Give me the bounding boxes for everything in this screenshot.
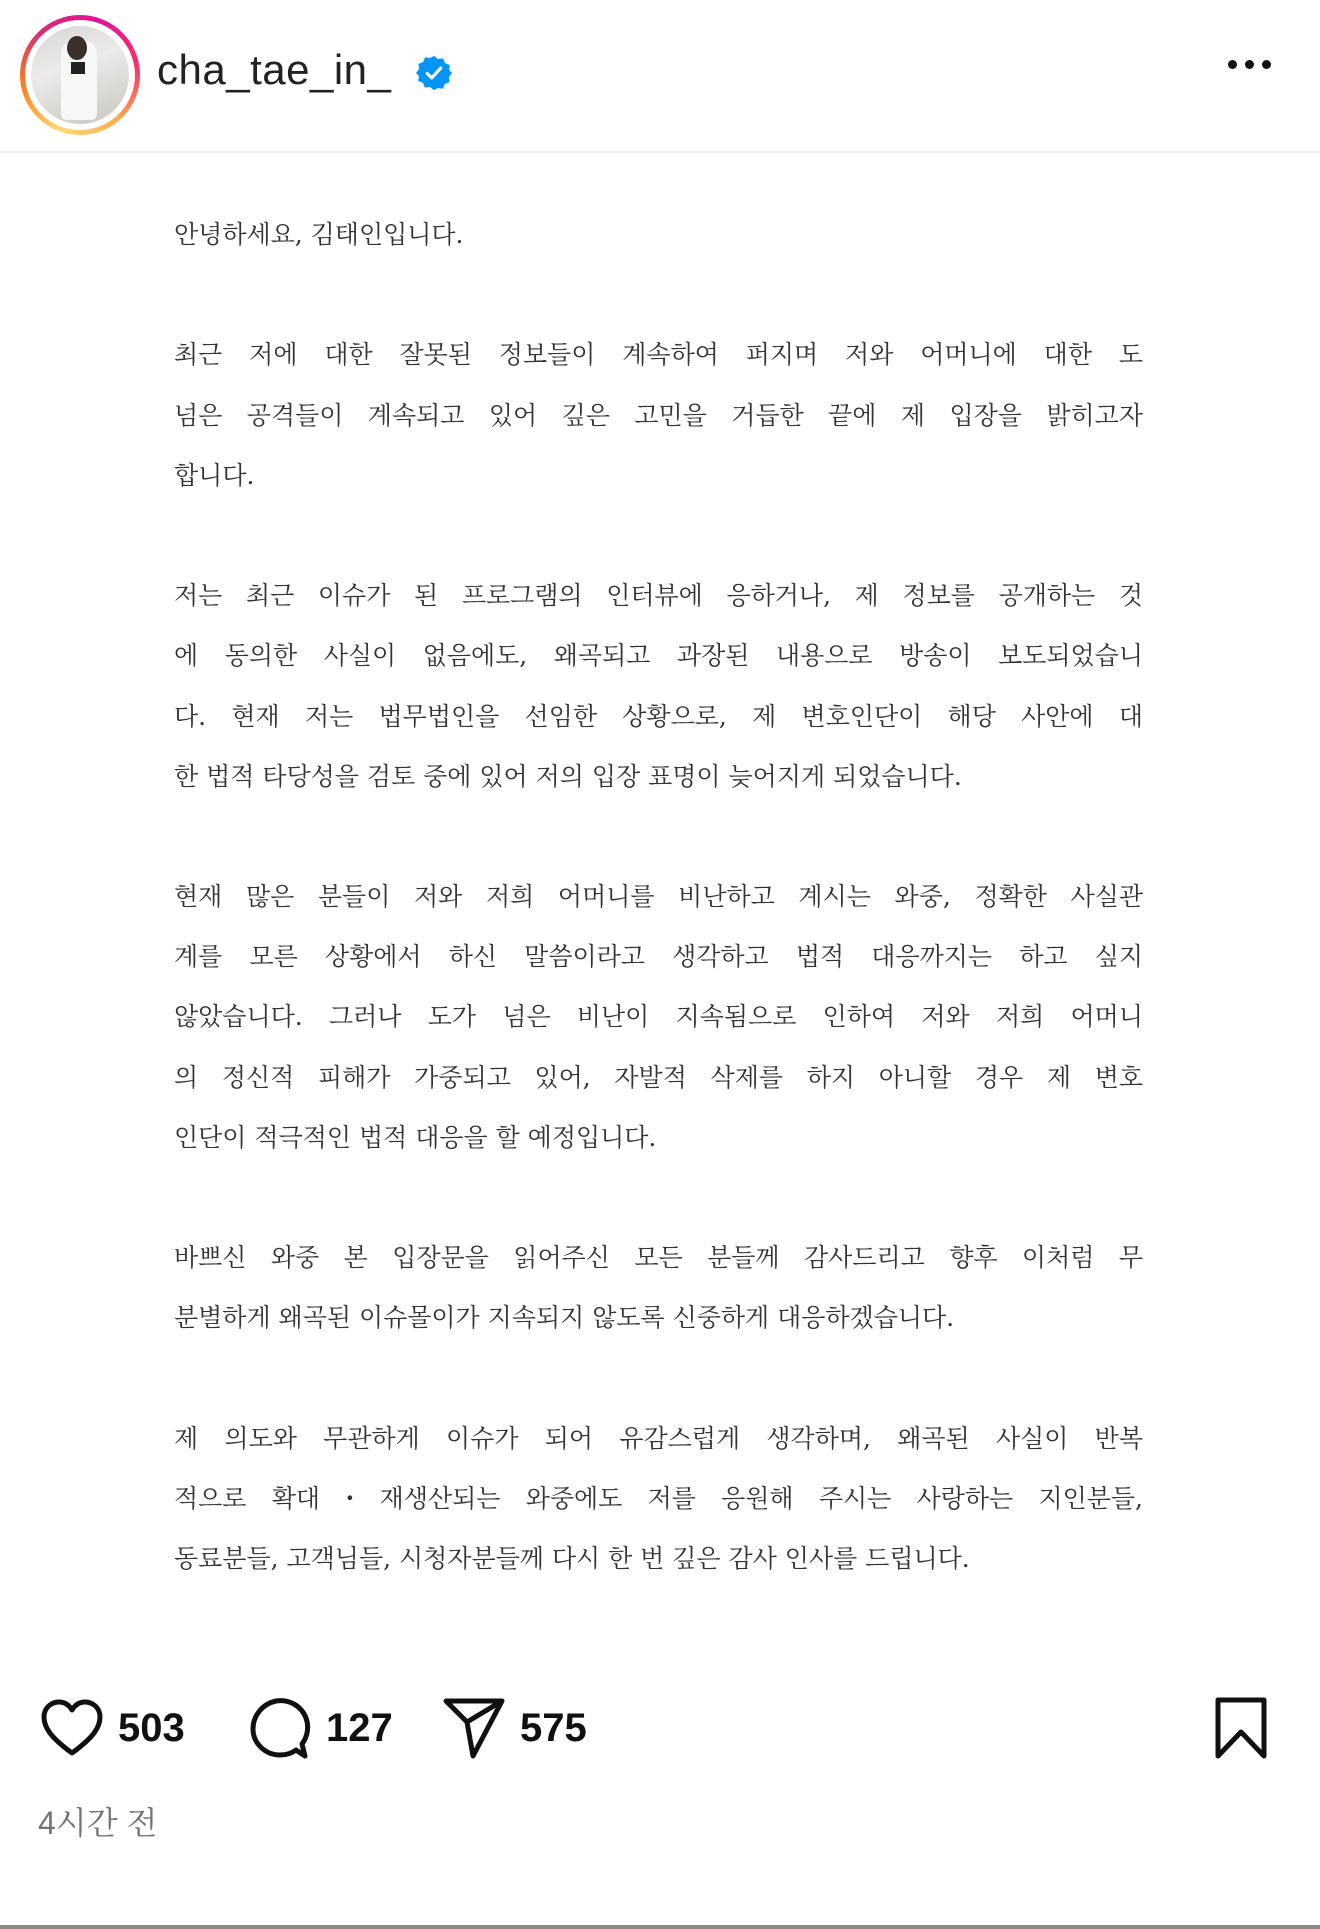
heart-icon	[40, 1699, 104, 1757]
comment-icon	[248, 1696, 312, 1760]
statement-line: 않았습니다. 그러나 도가 넘은 비난이 지속됨으로 인하여 저와 저희 어머니	[174, 1002, 1143, 1032]
paragraph-gap	[174, 514, 1143, 574]
statement-line: 안녕하세요, 김태인입니다.	[174, 220, 464, 249]
username-link[interactable]: cha_tae_in_	[157, 46, 392, 93]
paragraph-gap	[174, 1176, 1143, 1236]
avatar[interactable]	[31, 26, 129, 124]
bottom-edge	[0, 1925, 1320, 1929]
like-button[interactable]	[40, 1690, 185, 1766]
statement-line: 현재 많은 분들이 저와 저희 어머니를 비난하고 계시는 와중, 정확한 사실관	[174, 882, 1143, 912]
statement-line: 합니다.	[174, 460, 255, 490]
share-count[interactable]: 575	[520, 1705, 587, 1750]
statement-line: 넘은 공격들이 계속되고 있어 깊은 고민을 거듭한 끝에 제 입장을 밝히고자	[174, 400, 1143, 430]
post-header	[0, 0, 1320, 153]
avatar-top	[71, 62, 85, 74]
dot-icon	[1245, 60, 1254, 69]
avatar-story-ring[interactable]	[20, 15, 140, 135]
statement-line: 에 동의한 사실이 없음에도, 왜곡되고 과장된 내용으로 방송이 보도되었습니	[174, 641, 1143, 671]
statement-line: 최근 저에 대한 잘못된 정보들이 계속하여 퍼지며 저와 어머니에 대한 도	[174, 340, 1143, 370]
dot-icon	[1262, 60, 1271, 69]
bookmark-icon[interactable]	[1213, 1696, 1269, 1760]
like-count[interactable]: 503	[118, 1705, 185, 1750]
post-image-statement	[174, 213, 1143, 1597]
statement-line: 바쁘신 와중 본 입장문을 읽어주신 모든 분들께 감사드리고 향후 이처럼 무	[174, 1243, 1143, 1273]
statement-line: 적으로 확대・재생산되는 와중에도 저를 응원해 주시는 사랑하는 지인분들,	[174, 1483, 1143, 1513]
avatar-border	[25, 20, 135, 130]
paragraph-gap	[174, 815, 1143, 875]
statement-line: 인단이 적극적인 법적 대응을 할 예정입니다.	[174, 1122, 657, 1152]
statement-line: 다. 현재 저는 법무법인을 선임한 상황으로, 제 변호인단이 해당 사안에 대	[174, 701, 1143, 731]
statement-line: 의 정신적 피해가 가중되고 있어, 자발적 삭제를 하지 아니할 경우 제 변호	[174, 1062, 1143, 1092]
statement-line: 저는 최근 이슈가 된 프로그램의 인터뷰에 응하거나, 제 정보를 공개하는 것	[174, 581, 1143, 611]
post-timestamp[interactable]: 4시간 전	[38, 1805, 158, 1841]
dot-icon	[1228, 60, 1237, 69]
statement-line: 계를 모른 상황에서 하신 말씀이라고 생각하고 법적 대응까지는 하고 싶지	[174, 942, 1143, 972]
action-bar	[40, 1690, 1280, 1766]
verified-badge-icon	[416, 55, 452, 91]
statement-line: 제 의도와 무관하게 이슈가 되어 유감스럽게 생각하며, 왜곡된 사실이 반복	[174, 1423, 1143, 1453]
comment-button[interactable]	[248, 1690, 393, 1766]
comment-count[interactable]: 127	[326, 1705, 393, 1750]
share-button[interactable]	[442, 1690, 587, 1766]
statement-line: 분별하게 왜곡된 이슈몰이가 지속되지 않도록 신중하게 대응하겠습니다.	[174, 1303, 955, 1333]
statement-line: 한 법적 타당성을 검토 중에 있어 저의 입장 표명이 늦어지게 되었습니다.	[174, 761, 962, 791]
paper-plane-icon	[442, 1696, 506, 1760]
paragraph-gap	[174, 1357, 1143, 1417]
statement-line: 동료분들, 고객님들, 시청자분들께 다시 한 번 깊은 감사 인사를 드립니다.	[174, 1544, 970, 1574]
avatar-hair	[67, 36, 87, 60]
paragraph-gap	[174, 273, 1143, 333]
more-options-button[interactable]	[1228, 60, 1280, 86]
